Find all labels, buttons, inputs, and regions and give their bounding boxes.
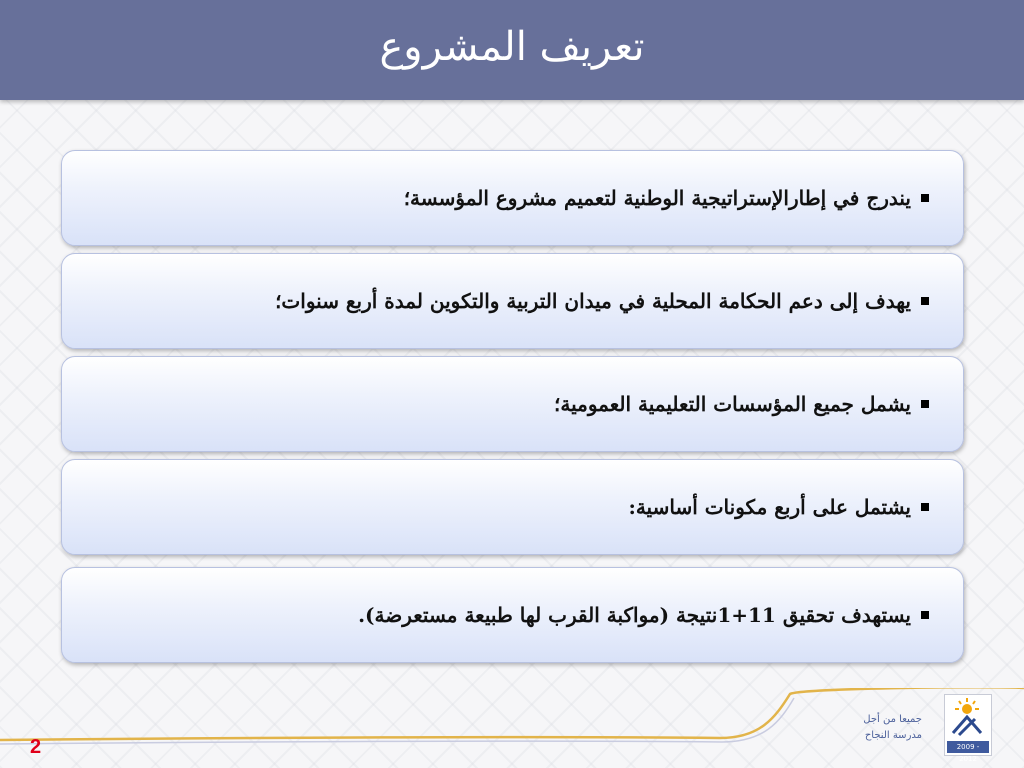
title-bar [0, 0, 1024, 100]
program-logo [836, 694, 996, 763]
list-item-text: يندرج في إطارالإستراتيجية الوطنية لتعميم مشروع المؤسسة؛ [403, 186, 911, 210]
square-bullet-icon [921, 400, 929, 408]
logo-badge [944, 694, 992, 763]
list-item-text: يستهدف تحقيق 11+1نتيجة (مواكبة القرب لها طبيعة مستعرضة). [358, 603, 911, 627]
logo-years: 2009 - 2012 [947, 741, 989, 753]
list-item-5 [61, 567, 964, 663]
list-item-2 [61, 253, 964, 349]
page-number: 2 [30, 736, 42, 758]
list-item-1 [61, 150, 964, 246]
square-bullet-icon [921, 194, 929, 202]
list-item-text: يشمل جميع المؤسسات التعليمية العمومية؛ [554, 392, 911, 416]
list-item-4 [61, 459, 964, 555]
list-item-text: يشتمل على أربع مكونات أساسية: [628, 495, 911, 519]
slide-title: تعريف المشروع [379, 24, 645, 70]
logo-slogan-line2: مدرسة النجاح [864, 730, 922, 741]
square-bullet-icon [921, 611, 929, 619]
logo-slogan-line1: جميعا من أجل [863, 714, 922, 725]
sun-star-icon [945, 695, 989, 739]
list-item-text: يهدف إلى دعم الحكامة المحلية في ميدان التربية والتكوين لمدة أربع سنوات؛ [275, 289, 911, 313]
square-bullet-icon [921, 503, 929, 511]
list-item-3 [61, 356, 964, 452]
square-bullet-icon [921, 297, 929, 305]
